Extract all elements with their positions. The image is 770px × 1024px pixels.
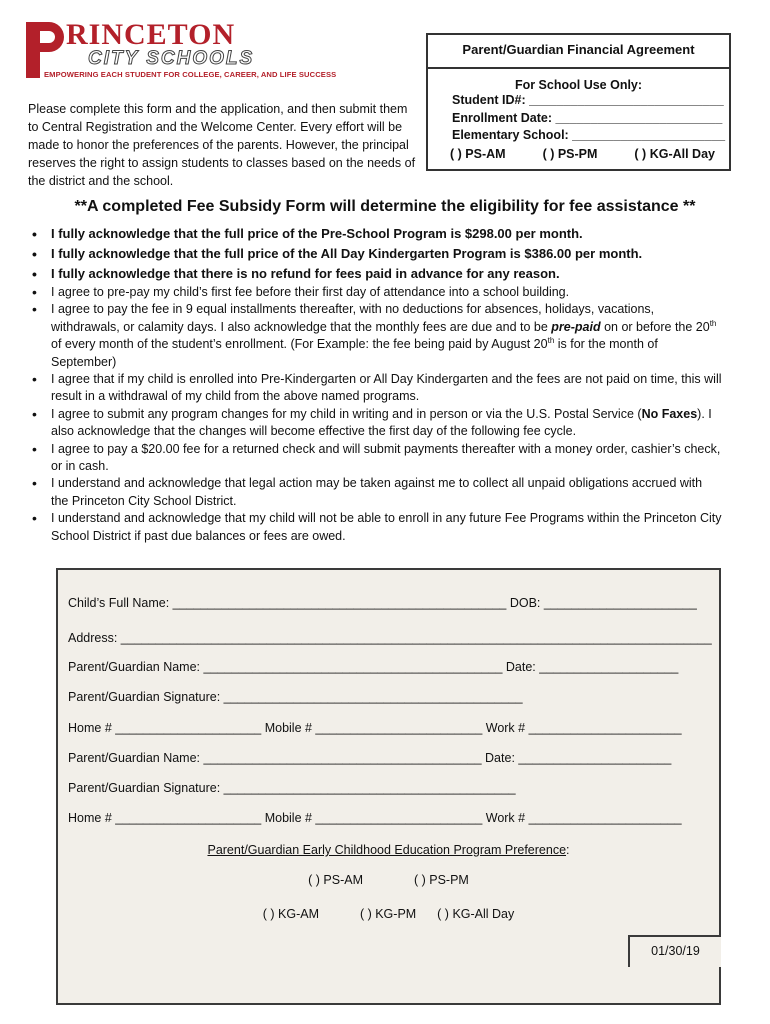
revision-date: 01/30/19 (628, 935, 721, 967)
guardian1-name-field[interactable]: Parent/Guardian Name: ___________________________________________ Date: ____________________ (68, 660, 679, 674)
term-installments (32, 301, 722, 371)
student-info-form (56, 568, 721, 1005)
term-installments-text-4: is for the month of September) (51, 337, 658, 369)
guardian2-phones-field[interactable]: Home # _____________________ Mobile # ________________________ Work # ______________________ (68, 811, 682, 825)
term-kindergarten-price: • I fully acknowledge that the full price of the All Day Kindergarten Program is $386.00 per month. (32, 244, 722, 264)
no-faxes-emphasis: No Faxes (641, 406, 698, 421)
ordinal-suffix: th (709, 318, 717, 328)
guardian1-phones-field[interactable]: Home # _____________________ Mobile # ________________________ Work # ______________________ (68, 721, 682, 735)
term-preschool-price: • I fully acknowledge that the full price of the Pre-School Program is $298.00 per month. (32, 224, 722, 244)
student-id-field[interactable]: Student ID#: ____________________________ (452, 93, 724, 107)
term-installments-text-3: of every month of the student’s enrollment. (For Example: the fee being paid by August 20 (51, 337, 548, 352)
logo-princeton-text: RINCETON (66, 18, 236, 51)
logo-tagline: EMPOWERING EACH STUDENT FOR COLLEGE, CAREER, AND LIFE SUCCESS (44, 70, 337, 79)
agreement-box (426, 33, 731, 171)
term-legal-action: • I understand and acknowledge that legal action may be taken against me to collect all unpaid obligations accrued with the Princeton City School District. (32, 475, 722, 510)
preference-row-kindergarten (58, 907, 719, 921)
option-ps-am[interactable]: ( ) PS-AM (450, 146, 506, 161)
address-field[interactable]: Address: _____________________________________________________________________________________ (68, 631, 712, 645)
preference-row-preschool (58, 873, 719, 887)
agreement-title: Parent/Guardian Financial Agreement (428, 35, 729, 69)
child-name-field[interactable]: Child’s Full Name: ________________________________________________ DOB: ______________________ (68, 596, 697, 610)
district-logo (26, 18, 337, 79)
school-use-label: For School Use Only: (514, 78, 643, 92)
program-preference-label: Parent/Guardian Early Childhood Education Program Preference: (207, 843, 570, 857)
guardian2-signature-field[interactable]: Parent/Guardian Signature: __________________________________________ (68, 781, 516, 795)
term-past-due: • I understand and acknowledge that my child will not be able to enroll in any future Fee Programs within the Princeton City School District if past due balances or fees are owed. (32, 510, 722, 545)
term-no-refund: • I fully acknowledge that there is no refund for fees paid in advance for any reason. (32, 264, 722, 284)
term-prepay: • I agree to pre-pay my child’s first fee before their first day of attendance into a school building. (32, 284, 722, 301)
term-changes-text-2: ). I also acknowledge that the changes will become effective the first day of the following fee cycle. (51, 406, 712, 439)
school-use-options (428, 145, 729, 163)
pref-kg-pm-option[interactable]: ( ) KG-PM (359, 907, 417, 921)
term-prepaid-emphasis: pre-paid (551, 319, 601, 334)
enrollment-date-field[interactable]: Enrollment Date: ________________________ (452, 110, 723, 125)
term-program-changes (32, 406, 722, 441)
term-returned-check: • I agree to pay a $20.00 fee for a returned check and will submit payments thereafter with a money order, cashier’s check, or in cash. (32, 441, 722, 476)
fee-subsidy-heading: **A completed Fee Subsidy Form will determine the eligibility for fee assistance ** (74, 198, 696, 215)
guardian1-signature-field[interactable]: Parent/Guardian Signature: ___________________________________________ (68, 690, 523, 704)
option-ps-pm[interactable]: ( ) PS-PM (542, 146, 598, 161)
guardian2-name-field[interactable]: Parent/Guardian Name: ________________________________________ Date: ______________________ (68, 751, 672, 765)
term-withdrawal: • I agree that if my child is enrolled into Pre-Kindergarten or All Day Kindergarten and the fees are not paid on time, this will result in a withdrawal of my child from the above named programs. (32, 371, 722, 406)
ordinal-suffix: th (547, 336, 555, 346)
pref-ps-am-option[interactable]: ( ) PS-AM (308, 873, 364, 887)
pref-ps-pm-option[interactable]: ( ) PS-PM (413, 873, 469, 887)
terms-list (32, 224, 722, 545)
pref-kg-all-day-option[interactable]: ( ) KG-All Day (437, 907, 515, 921)
term-changes-text-1: I agree to submit any program changes for my child in writing and in person or via the U.S. Postal Service ( (51, 406, 642, 421)
pref-kg-am-option[interactable]: ( ) KG-AM (262, 907, 319, 921)
term-installments-text-2: on or before the 20 (600, 319, 710, 334)
term-installments-text-1: I agree to pay the fee in 9 equal installments thereafter, with no deductions for absences, holidays, vacations, withdrawals, or calamity days. I also acknowledge that the monthly fees are due and to be (51, 302, 655, 334)
intro-paragraph: Please complete this form and the application, and then submit them to Central Registration and the Welcome Center. Every effort will be made to honor the preferences of the parents. However, the principal reserves the right to assign students to classes based on the needs of the district and the school. (28, 102, 416, 188)
logo-city-schools-text: CITY SCHOOLS (88, 48, 255, 69)
elementary-school-field[interactable]: Elementary School: ______________________ (452, 128, 726, 142)
option-kg-all-day[interactable]: ( ) KG-All Day (634, 146, 715, 161)
